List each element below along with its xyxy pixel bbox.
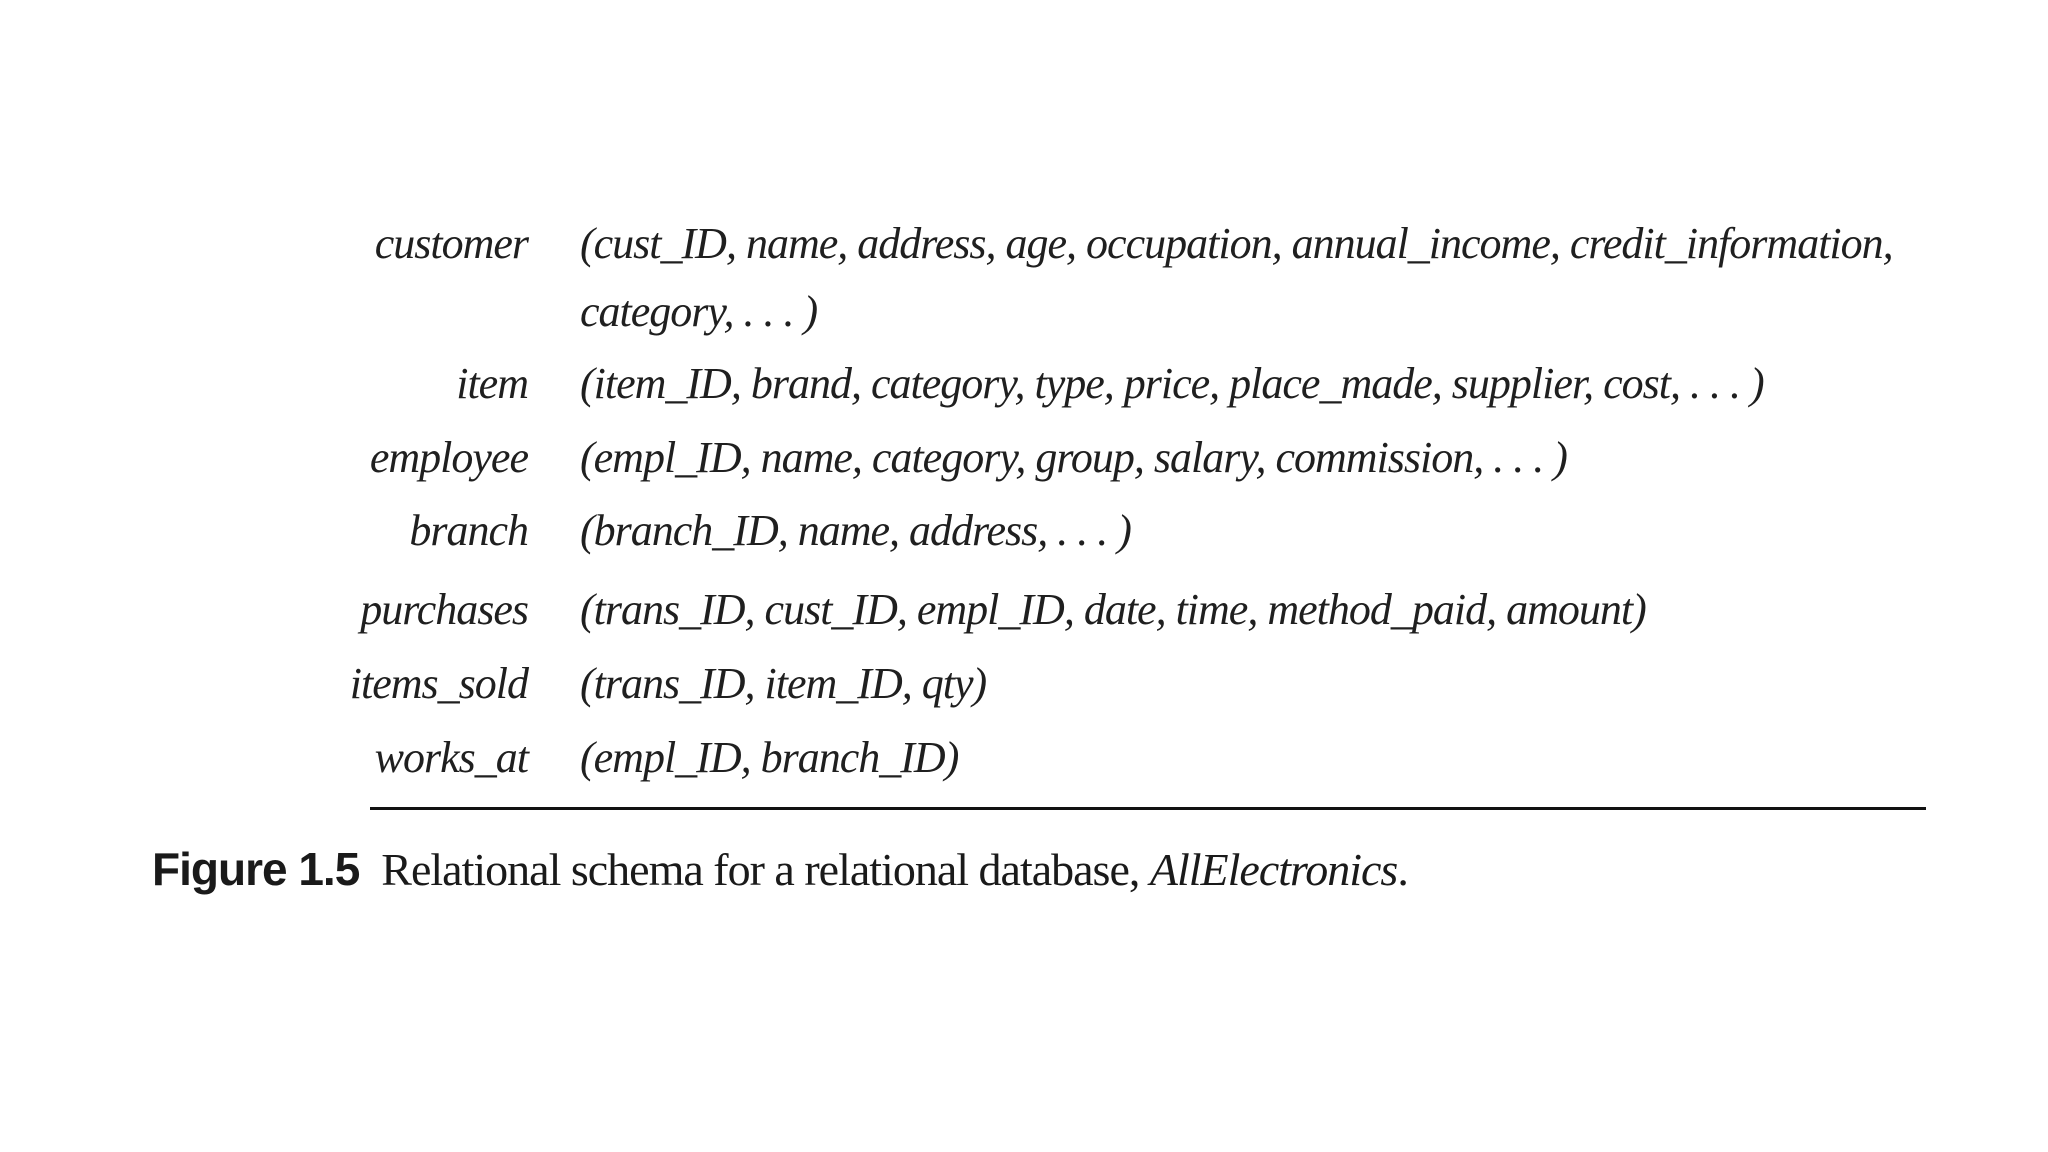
relation-name: branch bbox=[409, 506, 528, 555]
relation-name: works_at bbox=[374, 733, 528, 782]
caption-text: Relational schema for a relational database, bbox=[381, 844, 1150, 895]
relation-attributes: (trans_ID, cust_ID, empl_ID, date, time, method_paid, amount) bbox=[580, 585, 1646, 634]
relation-attributes: (item_ID, brand, category, type, price, place_made, supplier, cost, . . . ) bbox=[580, 359, 1764, 408]
relation-name: item bbox=[456, 359, 528, 408]
relation-name: customer bbox=[374, 219, 528, 268]
relation-name: items_sold bbox=[349, 659, 528, 708]
relation-attributes: (branch_ID, name, address, . . . ) bbox=[580, 506, 1131, 555]
schema-row-items-sold bbox=[0, 658, 2048, 718]
schema-row-branch bbox=[0, 505, 2048, 565]
figure-rule bbox=[370, 807, 1926, 810]
figure-caption bbox=[152, 842, 1408, 896]
relation-attributes-continued: category, . . . ) bbox=[580, 287, 818, 336]
schema-row-purchases bbox=[0, 584, 2048, 644]
caption-label: Figure 1.5 bbox=[152, 843, 360, 895]
schema-row-item bbox=[0, 358, 2048, 418]
relation-attributes: (cust_ID, name, address, age, occupation, annual_income, credit_information, bbox=[580, 219, 1893, 268]
relation-name: employee bbox=[369, 433, 528, 482]
caption-italic: AllElectronics bbox=[1149, 844, 1398, 895]
schema-row-employee bbox=[0, 432, 2048, 492]
caption-end: . bbox=[1397, 844, 1408, 895]
schema-row-customer bbox=[0, 218, 2048, 336]
schema-row-works-at bbox=[0, 732, 2048, 792]
relation-name: purchases bbox=[360, 585, 528, 634]
relation-attributes: (empl_ID, name, category, group, salary, commission, . . . ) bbox=[580, 433, 1567, 482]
relation-attributes: (empl_ID, branch_ID) bbox=[580, 733, 959, 782]
relation-attributes: (trans_ID, item_ID, qty) bbox=[580, 659, 987, 708]
